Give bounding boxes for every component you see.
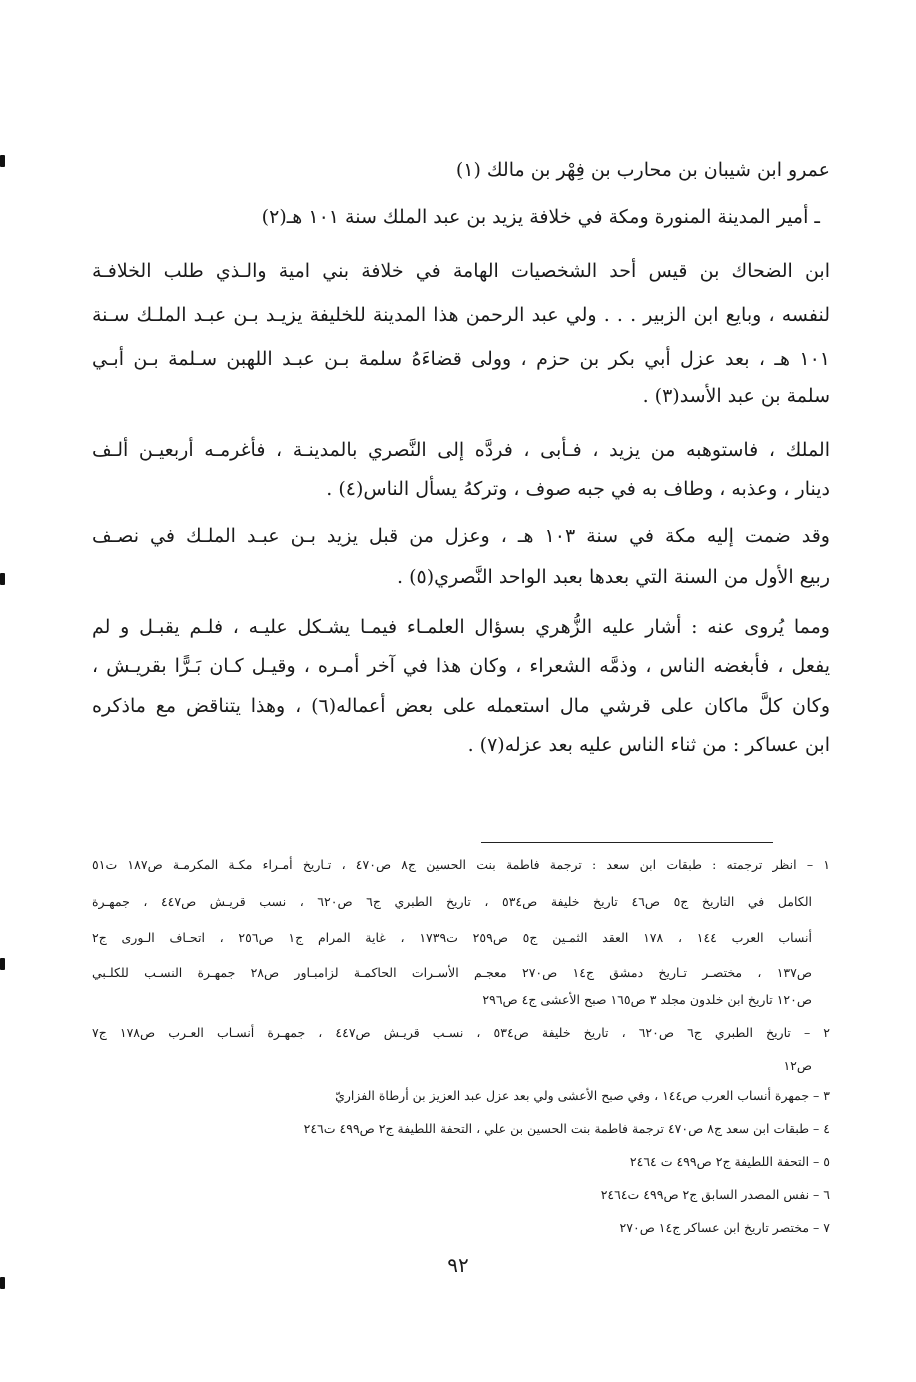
footnote-line: ٥ – التحفة اللطيفة ج٢ ص٤٩٩ ت ٢٤٦٤ (629, 1154, 830, 1169)
body-line: ـ أمير المدينة المنورة ومكة في خلافة يزيد بن عبد الملك سنة ١٠١ هـ(٢) (261, 206, 820, 228)
footnote-line: ٧ – مختصر تاريخ ابن عساكر ج١٤ ص٢٧٠ (619, 1220, 830, 1235)
body-line: ابن الضحاك بن قيس أحد الشخصيات الهامة في خلافة بني امية والـذي طلب الخلافـة (92, 260, 831, 282)
body-line: عمرو ابن شيبان بن محارب بن فِهْر بن مالك (١) (455, 159, 830, 181)
footnote-line: ص١٢٠ تاريخ ابن خلدون مجلد ٣ ص١٦٥ صبح الأعشى ج٤ ص٢٩٦ (482, 992, 812, 1007)
body-line: ومما يُروى عنه : أشار عليه الزُّهري بسؤال العلمـاء فيمـا يشـكل عليـه ، فلـم يقبـل و لم (92, 616, 830, 638)
footnote-line: ٢ – تاريخ الطبري ج٦ ص٦٢٠ ، تاريخ خليفة ص٥٣٤ ، نسـب قريـش ص٤٤٧ ، جمهـرة أنسـاب العـرب ص١٧٨ ج٧ (92, 1025, 831, 1040)
scan-edge-mark (0, 1277, 5, 1289)
body-line: سلمة بن عبد الأسد(٣) . (642, 385, 830, 407)
body-line: دينار ، وعذبه ، وطاف به في جبه صوف ، وتركهُ يسأل الناس(٤) . (326, 478, 830, 500)
footnote-line: ص١٣٧ ، مختصـر تـاريخ دمشق ج١٤ ص٢٧٠ معجـم الأسـرات الحاكمـة لزامبـاور ص٢٨ جمهـرة النسـب للكلـبي (92, 965, 812, 980)
footnote-line: ٣ – جمهرة أنساب العرب ص١٤٤ ، وفي صبح الأعشى ولي بعد عزل عبد العزيز بن أرطاة الفزاريّ (335, 1088, 830, 1103)
body-line: ابن عساكر : من ثناء الناس عليه بعد عزله(٧) . (467, 734, 830, 756)
footnote-line: ٤ – طبقات ابن سعد ج٨ ص٤٧٠ ترجمة فاطمة بنت الحسين بن علي ، التحفة اللطيفة ج٢ ص٤٩٩ ت٢٤٦ (303, 1121, 830, 1136)
footnotes (92, 0, 830, 1250)
footnote-line: ٦ – نفس المصدر السابق ج٢ ص٤٩٩ ت٢٤٦٤ (600, 1187, 830, 1202)
scan-edge-mark (0, 958, 5, 970)
body-line: ١٠١ هـ ، بعد عزل أبي بكر بن حزم ، وولى قضاءَهُ سلمة بـن عبـد اللهبن سـلمة بـن أبـي (92, 348, 830, 370)
body-line: وقد ضمت إليه مكة في سنة ١٠٣ هـ ، وعزل من قبل يزيد بـن عبـد الملـك في نصـف (92, 525, 830, 547)
footnote-line: ١ – انظر ترجمته : طبقات ابن سعد : ترجمة فاطمة بنت الحسين ج٨ ص٤٧٠ ، تـاريخ أمـراء مكـة المكرمـة ص١٨٧ ت٥١ (92, 857, 830, 872)
page-number: ٩٢ (447, 1253, 469, 1277)
footnote-line: أنساب العرب ١٤٤ ، ١٧٨ العقد الثمـين ج٥ ص٢٥٩ ت١٧٣٩ ، غاية المرام ج١ ص٢٥٦ ، اتحـاف الـورى ج٢ (92, 930, 813, 945)
body-line: لنفسه ، وبايع ابن الزبير . . . ولي عبد الرحمن هذا المدينة للخليفة يزيـد بـن عبـد الملـك سـنة (92, 304, 830, 326)
body-line: الملك ، فاستوهبه من يزيد ، فـأبى ، فردَّه إلى النَّصري بالمدينـة ، فأغرمـه أربعيـن ألـف (92, 439, 830, 461)
footnote-line: ص١٢ (783, 1058, 812, 1073)
body-line: ربيع الأول من السنة التي بعدها بعبد الواحد النَّصري(٥) . (397, 566, 830, 588)
body-line: يفعل ، فأبغضه الناس ، وذمَّه الشعراء ، وكان هذا في آخر أمـره ، وقيـل كـان بَـرًّا بقريـش ، (92, 655, 830, 677)
body-line: وكان كلَّ ماكان على قرشي مال استعمله على بعض أعماله(٦) ، وهذا يتناقض مع ماذكره (92, 695, 830, 717)
scan-edge-mark (0, 573, 5, 585)
scan-edge-mark (0, 155, 5, 167)
footnote-line: الكامل في التاريخ ج٥ ص٤٦ تاريخ خليفة ص٥٣٤ ، تاريخ الطبري ج٦ ص٦٢٠ ، نسب قريـش ص٤٤٧ ، جمهـرة (92, 894, 812, 909)
